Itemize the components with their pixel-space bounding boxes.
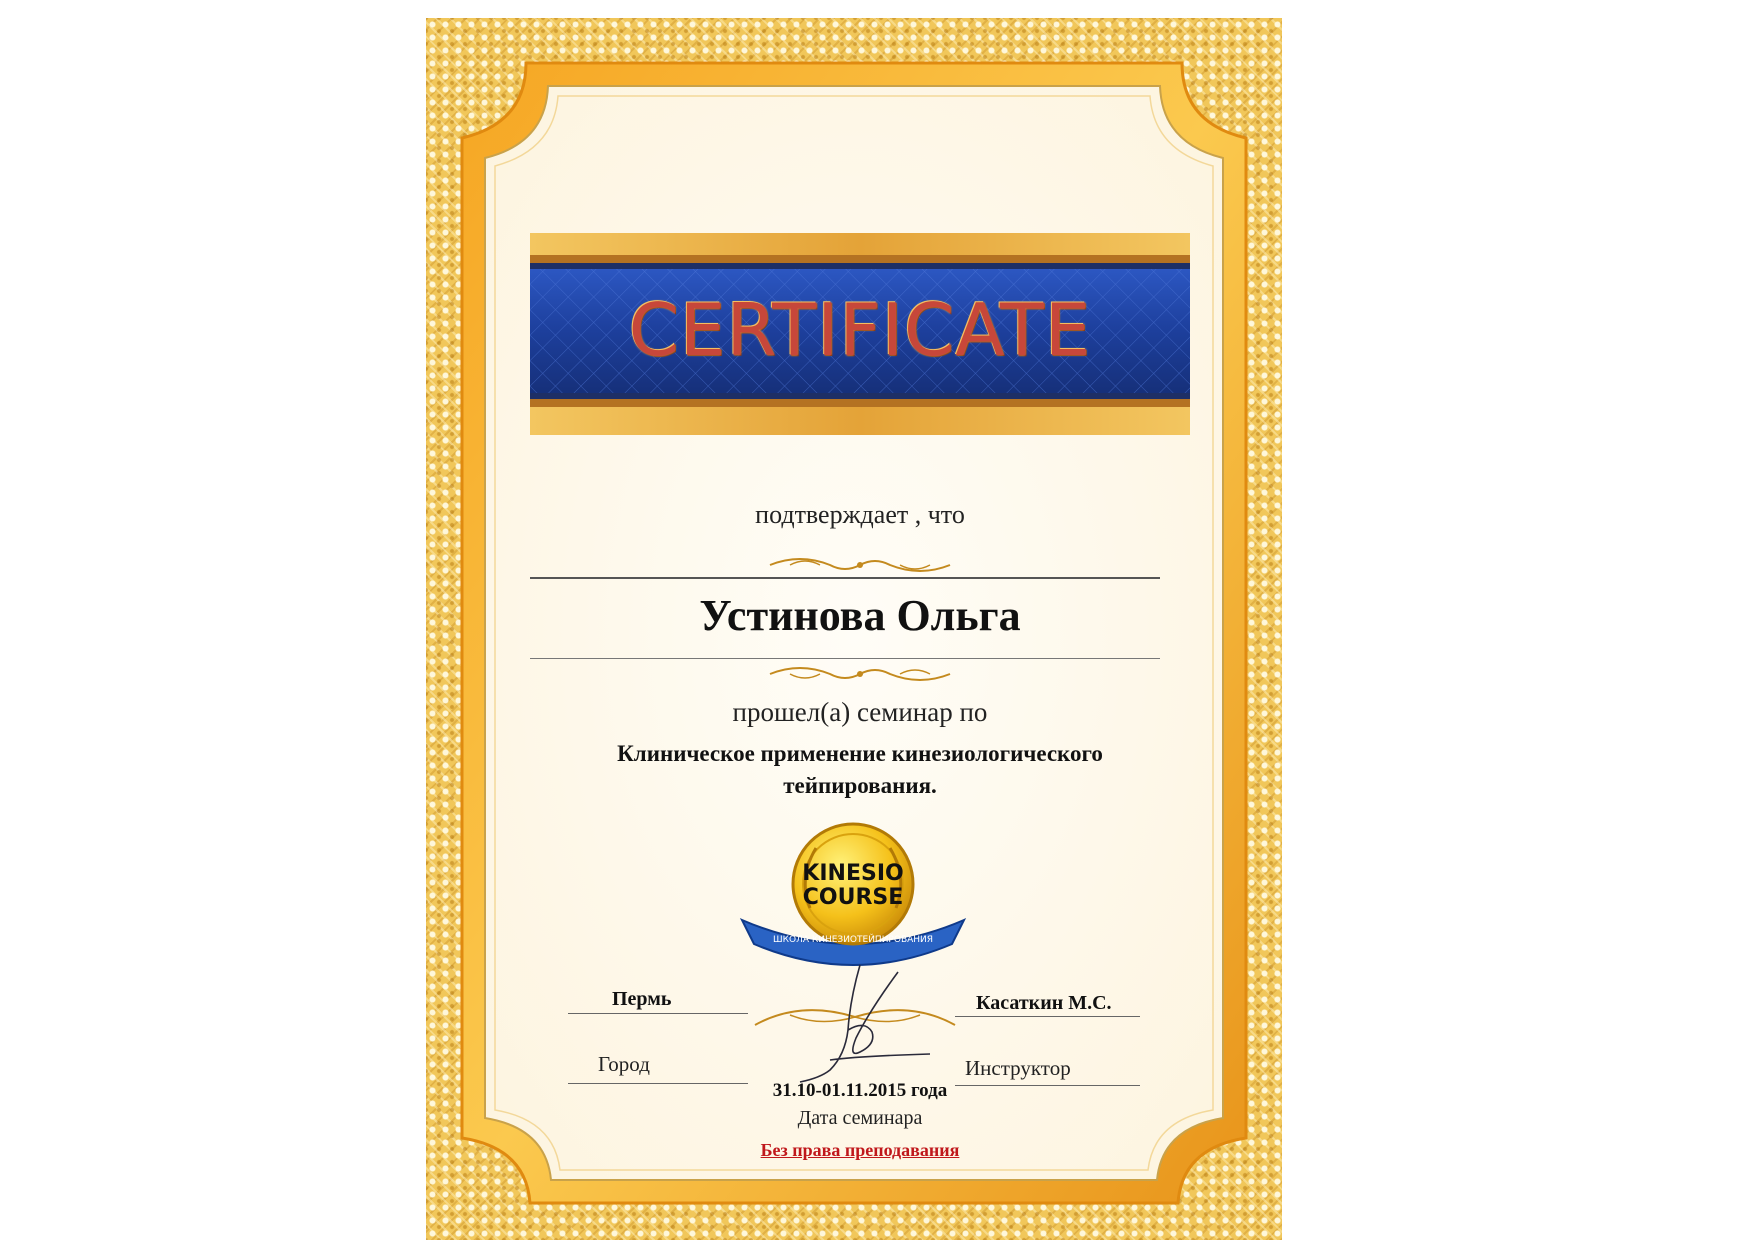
- seminar-date: 31.10-01.11.2015 года: [772, 1080, 948, 1101]
- instructor-value-line: [955, 1016, 1140, 1017]
- city-value: Пермь: [612, 988, 672, 1010]
- no-teaching-rights-note: Без права преподавания: [760, 1140, 960, 1160]
- seminar-title-line2: тейпирования.: [783, 773, 937, 798]
- flourish-ornament-top: [760, 553, 960, 577]
- certificate-title: CERTIFICATE: [628, 288, 1092, 372]
- signature: [790, 960, 940, 1090]
- logo-line2: COURSE: [802, 885, 904, 910]
- city-label-line: [568, 1083, 748, 1084]
- name-top-rule: [530, 577, 1160, 579]
- seminar-title: [560, 738, 1160, 802]
- logo-ribbon-text: ШКОЛА КИНЕЗИОТЕЙПИРОВАНИЯ: [772, 935, 934, 945]
- logo-line1: KINESIO: [802, 861, 904, 886]
- city-value-line: [568, 1013, 748, 1014]
- seminar-date-label: Дата семинара: [797, 1107, 923, 1129]
- kinesio-course-logo: [738, 818, 968, 978]
- confirms-text: подтверждает , что: [755, 500, 965, 529]
- instructor-label: Инструктор: [965, 1056, 1071, 1080]
- seminar-title-line1: Клиническое применение кинезиологического: [617, 741, 1103, 766]
- instructor-label-line: [955, 1085, 1140, 1086]
- recipient-name: Устинова Ольга: [699, 591, 1021, 640]
- instructor-value: Касаткин М.С.: [976, 992, 1112, 1014]
- city-label: Город: [598, 1052, 650, 1076]
- flourish-ornament-bottom: [760, 662, 960, 686]
- name-bottom-rule: [530, 658, 1160, 659]
- passed-text: прошел(а) семинар по: [732, 697, 988, 727]
